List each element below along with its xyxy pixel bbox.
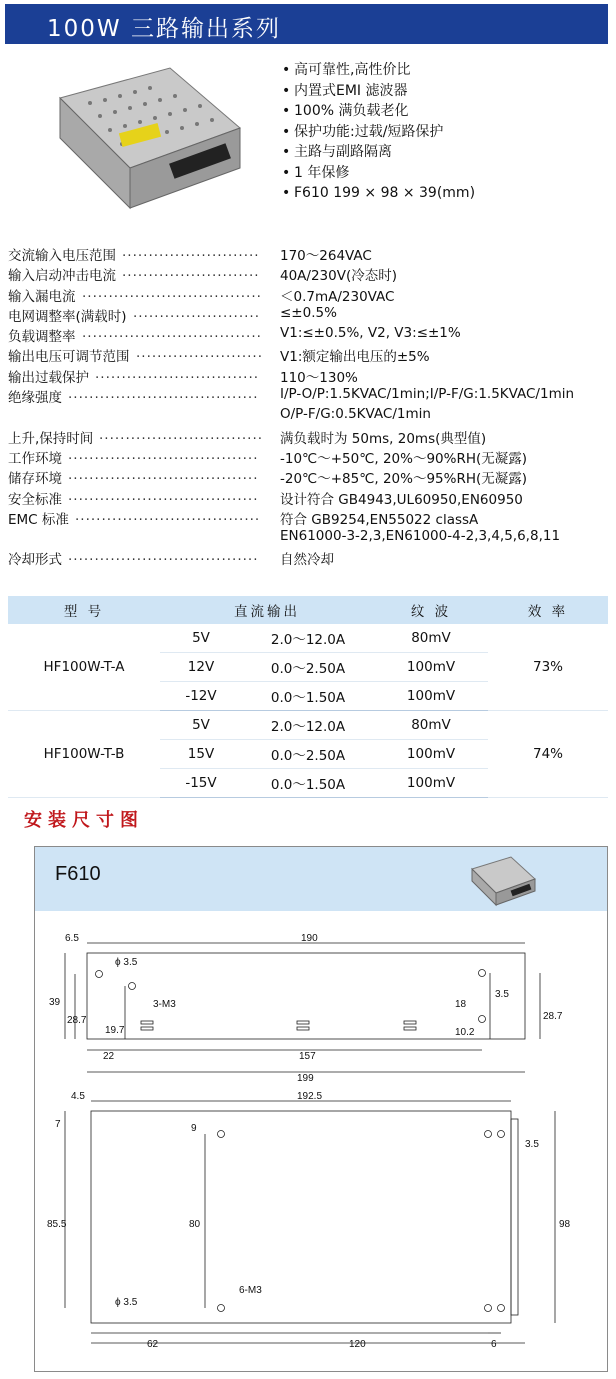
voltage-cell: 12V bbox=[160, 653, 242, 682]
side-dim-14: 28.7 bbox=[543, 1011, 563, 1022]
efficiency-cell: 73% bbox=[488, 624, 608, 711]
header-ripple: 纹 波 bbox=[374, 596, 488, 624]
model-table bbox=[8, 596, 608, 798]
top-dim-8: 98 bbox=[559, 1219, 571, 1230]
current-cell: 0.0～2.50A bbox=[242, 740, 374, 769]
current-cell: 2.0～12.0A bbox=[242, 624, 374, 653]
top-dim-4: 9 bbox=[191, 1123, 197, 1134]
top-dim-3: 7 bbox=[55, 1119, 61, 1130]
side-dim-9: 157 bbox=[299, 1051, 316, 1062]
side-dim-6: 19.7 bbox=[105, 1025, 125, 1036]
spec-leader: ............................... bbox=[95, 365, 260, 382]
top-dim-12: 120 bbox=[349, 1339, 366, 1350]
page-title: 100W 三路输出系列 bbox=[47, 16, 281, 42]
current-cell: 0.0～2.50A bbox=[242, 653, 374, 682]
top-dim-2: 192.5 bbox=[297, 1091, 323, 1102]
spec-row bbox=[8, 548, 616, 568]
spec-leader: ................................... bbox=[75, 507, 261, 524]
ripple-cell: 100mV bbox=[374, 740, 488, 769]
feature-item: • 1 年保修 bbox=[282, 164, 350, 181]
spec-value: 110～130% bbox=[280, 369, 358, 386]
spec-row bbox=[8, 488, 616, 508]
side-dim-5: 28.7 bbox=[67, 1015, 87, 1026]
spec-leader: .................................... bbox=[68, 467, 259, 484]
current-cell: 0.0～1.50A bbox=[242, 682, 374, 711]
spec-label: EMC 标准 bbox=[8, 511, 69, 528]
spec-label: 安全标准 bbox=[8, 491, 62, 508]
ripple-cell: 80mV bbox=[374, 711, 488, 740]
spec-value: ＜0.7mA/230VAC bbox=[280, 288, 395, 305]
spec-leader: .................................... bbox=[68, 446, 259, 463]
top-dim-7: 80 bbox=[189, 1219, 201, 1230]
spec-row bbox=[8, 427, 616, 447]
feature-item: • 主路与副路隔离 bbox=[282, 144, 392, 160]
spec-list bbox=[8, 244, 616, 569]
voltage-cell: 15V bbox=[160, 740, 242, 769]
spec-row bbox=[8, 345, 616, 365]
side-dim-1: 6.5 bbox=[65, 933, 79, 944]
spec-row bbox=[8, 447, 616, 467]
ripple-cell: 100mV bbox=[374, 769, 488, 798]
spec-row bbox=[8, 305, 616, 325]
spec-row bbox=[8, 325, 616, 345]
spec-label: 绝缘强度 bbox=[8, 390, 62, 407]
feature-item: • 保护功能:过载/短路保护 bbox=[282, 123, 444, 140]
spec-row bbox=[8, 366, 616, 386]
spec-label: 电网调整率(满载时) bbox=[8, 308, 127, 325]
voltage-cell: -12V bbox=[160, 682, 242, 711]
spec-label: 交流输入电压范围 bbox=[8, 248, 116, 264]
spec-row-continued bbox=[8, 406, 616, 426]
spec-row-continued bbox=[8, 528, 616, 548]
side-dim-12: 10.2 bbox=[455, 1027, 475, 1038]
spec-label: 输入漏电流 bbox=[8, 288, 76, 305]
install-title: 安装尺寸图 bbox=[24, 810, 144, 831]
spec-leader: ........................ bbox=[133, 304, 260, 321]
feature-item: • F610 199 × 98 × 39(mm) bbox=[282, 185, 476, 201]
dimension-drawing bbox=[34, 846, 608, 1372]
voltage-cell: 5V bbox=[160, 624, 242, 653]
ripple-cell: 80mV bbox=[374, 624, 488, 653]
spec-leader: .......................... bbox=[122, 244, 260, 260]
spec-leader: .................................... bbox=[68, 487, 259, 504]
spec-leader: .......................... bbox=[122, 264, 260, 281]
spec-leader: .................................. bbox=[82, 325, 262, 342]
top-dim-11: 62 bbox=[147, 1339, 159, 1350]
model-cell: HF100W-T-B bbox=[8, 711, 160, 798]
spec-label: 上升,保持时间 bbox=[8, 430, 94, 447]
side-dim-7: 3-M3 bbox=[153, 999, 176, 1010]
spec-value-continued: EN61000-3-2,3,EN61000-4-2,3,4,5,6,8,11 bbox=[280, 528, 561, 545]
efficiency-cell: 74% bbox=[488, 711, 608, 798]
spec-leader: ............................... bbox=[99, 426, 264, 443]
feature-item: • 高可靠性,高性价比 bbox=[282, 62, 411, 78]
drawing-lines bbox=[35, 847, 607, 1371]
side-dim-4: 39 bbox=[49, 997, 61, 1008]
top-dim-10: 6-M3 bbox=[239, 1285, 262, 1296]
spec-value: -20℃～+85℃, 20%～95%RH(无凝露) bbox=[280, 471, 528, 488]
top-dim-1: 4.5 bbox=[71, 1091, 85, 1102]
spec-label: 工作环境 bbox=[8, 450, 62, 467]
spec-value: 符合 GB9254,EN55022 classA bbox=[280, 511, 479, 528]
spec-value: V1:额定输出电压的±5% bbox=[280, 349, 430, 366]
spec-leader: .................................... bbox=[68, 386, 259, 403]
product-image bbox=[50, 58, 242, 218]
spec-value: 40A/230V(冷态时) bbox=[280, 268, 397, 285]
title-bar bbox=[5, 4, 608, 44]
header-dc-output: 直流输出 bbox=[160, 596, 374, 624]
side-dim-10: 199 bbox=[297, 1073, 314, 1084]
spec-label: 输入启动冲击电流 bbox=[8, 268, 116, 285]
feature-item: • 100% 满负载老化 bbox=[282, 103, 409, 119]
spec-row bbox=[8, 467, 616, 487]
spec-value: I/P-O/P:1.5KVAC/1min;I/P-F/G:1.5KVAC/1min bbox=[280, 386, 575, 403]
spec-label: 输出电压可调节范围 bbox=[8, 349, 130, 366]
ripple-cell: 100mV bbox=[374, 653, 488, 682]
spec-value: 满负载时为 50ms, 20ms(典型值) bbox=[280, 430, 487, 447]
spec-row bbox=[8, 285, 616, 305]
spec-leader: .................................... bbox=[68, 548, 259, 565]
spec-label: 储存环境 bbox=[8, 471, 62, 488]
feature-item: • 内置式EMI 滤波器 bbox=[282, 82, 408, 99]
spec-row bbox=[8, 386, 616, 406]
spec-row bbox=[8, 264, 616, 284]
spec-value: 自然冷却 bbox=[280, 552, 334, 569]
spec-value-continued: O/P-F/G:0.5KVAC/1min bbox=[280, 406, 431, 423]
side-dim-13: 3.5 bbox=[495, 989, 509, 1000]
spec-row bbox=[8, 244, 616, 264]
ripple-cell: 100mV bbox=[374, 682, 488, 711]
spec-label: 冷却形式 bbox=[8, 552, 62, 569]
current-cell: 2.0～12.0A bbox=[242, 711, 374, 740]
current-cell: 0.0～1.50A bbox=[242, 769, 374, 798]
spec-leader: .................................. bbox=[82, 284, 262, 301]
top-dim-9: ϕ 3.5 bbox=[115, 1297, 138, 1308]
spec-row bbox=[8, 508, 616, 528]
spec-value: V1:≤±0.5%, V2, V3:≤±1% bbox=[280, 325, 461, 342]
spec-label: 输出过载保护 bbox=[8, 369, 89, 386]
spec-leader: ........................ bbox=[136, 345, 263, 362]
drawing-model-name: F610 bbox=[55, 863, 101, 885]
spec-value: 设计符合 GB4943,UL60950,EN60950 bbox=[280, 491, 523, 508]
spec-value: ≤±0.5% bbox=[280, 304, 337, 321]
feature-list bbox=[282, 60, 475, 204]
header-model: 型 号 bbox=[8, 596, 160, 624]
model-cell: HF100W-T-A bbox=[8, 624, 160, 711]
voltage-cell: 5V bbox=[160, 711, 242, 740]
side-dim-11: 18 bbox=[455, 999, 467, 1010]
spec-label: 负载调整率 bbox=[8, 329, 76, 346]
side-dim-8: 22 bbox=[103, 1051, 115, 1062]
header-efficiency: 效 率 bbox=[488, 596, 608, 624]
voltage-cell: -15V bbox=[160, 769, 242, 798]
top-dim-6: 85.5 bbox=[47, 1219, 67, 1230]
side-dim-2: 190 bbox=[301, 933, 318, 944]
spec-value: 170～264VAC bbox=[280, 248, 372, 264]
spec-value: -10℃～+50℃, 20%～90%RH(无凝露) bbox=[280, 450, 528, 467]
side-dim-3: ϕ 3.5 bbox=[115, 957, 138, 968]
top-dim-5: 3.5 bbox=[525, 1139, 539, 1150]
top-dim-13: 6 bbox=[491, 1339, 497, 1350]
